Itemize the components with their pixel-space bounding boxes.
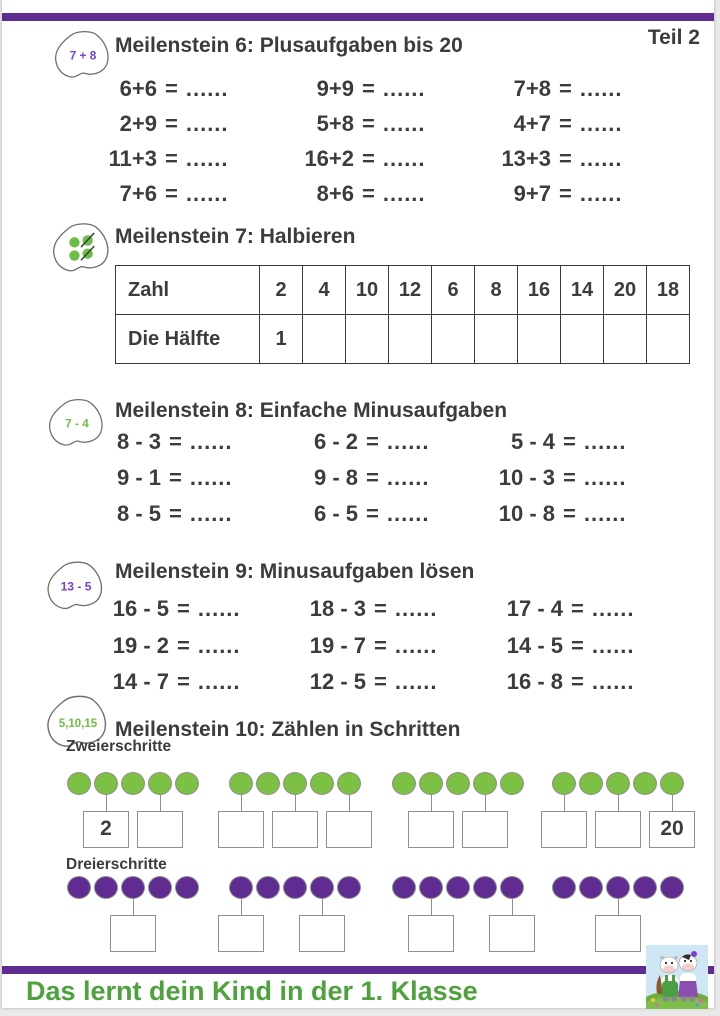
table-row-zahl [116, 266, 690, 315]
answer-blank: ...... [386, 501, 430, 526]
counting-dot [606, 876, 630, 899]
plus-problems-grid [87, 71, 678, 211]
table-cell: 18 [647, 266, 690, 315]
answer-box [595, 915, 641, 952]
answer-blank: ...... [394, 596, 438, 622]
table-cell: 16 [518, 266, 561, 315]
equals-sign: = [571, 632, 584, 658]
connector-line [512, 898, 513, 915]
connector-line [431, 898, 432, 915]
problem-expression: 18 - 3 [309, 596, 366, 622]
answer-blank: ...... [382, 180, 426, 206]
counting-dot [392, 772, 416, 795]
math-problem [284, 628, 481, 665]
answer-blank: ...... [382, 110, 426, 136]
answer-blank: ...... [189, 465, 233, 490]
counting-dot [552, 772, 576, 795]
math-problem [87, 496, 284, 532]
equals-sign: = [366, 501, 379, 526]
math-problem [87, 628, 284, 665]
counting-dot [660, 772, 684, 795]
counting-dot [552, 876, 576, 899]
answer-blank: ...... [579, 75, 623, 101]
equals-sign: = [559, 75, 572, 101]
problem-expression: 14 - 5 [506, 632, 563, 658]
counting-dot [67, 772, 91, 795]
problem-expression: 6+6 [119, 75, 157, 101]
equals-sign: = [165, 75, 178, 101]
counting-dot [392, 876, 416, 899]
equals-sign: = [362, 75, 375, 101]
counting-dot [337, 772, 361, 795]
problem-expression: 12 - 5 [309, 669, 366, 695]
problem-expression: 7+6 [119, 180, 157, 206]
math-problem [284, 664, 481, 701]
halbieren-table [115, 265, 690, 364]
connector-line [133, 898, 134, 915]
equals-sign: = [559, 110, 572, 136]
answer-box [408, 915, 454, 952]
math-problem [87, 71, 284, 106]
math-problem [481, 664, 678, 701]
equals-sign: = [177, 632, 190, 658]
milestone-7-heading: Meilenstein 7: Halbieren [115, 225, 356, 248]
connector-line [485, 794, 486, 811]
counting-dot [500, 772, 524, 795]
minus-problems-grid-2 [87, 591, 678, 701]
problem-expression: 19 - 2 [112, 632, 169, 658]
answer-box [137, 811, 183, 848]
counting-dot [660, 876, 684, 899]
counting-dot [446, 876, 470, 899]
counting-dot [67, 876, 91, 899]
equals-sign: = [374, 669, 387, 695]
answer-blank: ...... [197, 596, 241, 622]
counting-dot [283, 772, 307, 795]
table-cell: 4 [303, 266, 346, 315]
table-cell [475, 315, 518, 364]
equals-sign: = [165, 180, 178, 206]
counting-dot [310, 876, 334, 899]
table-cell [346, 315, 389, 364]
answer-box: 2 [83, 811, 129, 848]
connector-line [295, 794, 296, 811]
connector-line [672, 794, 673, 811]
connector-line [618, 794, 619, 811]
table-cell: 10 [346, 266, 389, 315]
counting-dot [473, 772, 497, 795]
equals-sign: = [169, 501, 182, 526]
table-cell: 20 [604, 266, 647, 315]
equals-sign: = [362, 180, 375, 206]
math-problem [481, 141, 678, 176]
equals-sign: = [374, 632, 387, 658]
cows-illustration [646, 945, 708, 1009]
counting-dot [633, 876, 657, 899]
equals-sign: = [362, 110, 375, 136]
answer-blank: ...... [591, 632, 635, 658]
problem-expression: 7+8 [513, 75, 551, 101]
equals-sign: = [559, 145, 572, 171]
milestone-8-heading: Meilenstein 8: Einfache Minusaufgaben [115, 399, 508, 422]
milestone-8-icon-label: 7 - 4 [65, 416, 89, 431]
answer-box [408, 811, 454, 848]
counting-dot [229, 772, 253, 795]
row-label: Zahl [116, 266, 260, 315]
counting-dot [446, 772, 470, 795]
answer-blank: ...... [579, 145, 623, 171]
counting-strip-threes [2, 876, 714, 954]
math-problem [284, 71, 481, 106]
connector-line [322, 898, 323, 915]
answer-blank: ...... [197, 669, 241, 695]
problem-expression: 8 - 5 [116, 501, 161, 526]
answer-blank: ...... [382, 75, 426, 101]
counting-dot [121, 876, 145, 899]
math-problem [481, 496, 678, 532]
connector-line [160, 794, 161, 811]
counting-dot [310, 772, 334, 795]
counting-strip-twos [2, 772, 714, 850]
equals-sign: = [563, 501, 576, 526]
math-problem [481, 591, 678, 628]
math-problem [284, 106, 481, 141]
table-cell [518, 315, 561, 364]
math-problem [481, 106, 678, 141]
counting-dot [579, 876, 603, 899]
counting-dot [283, 876, 307, 899]
answer-box [489, 915, 535, 952]
table-cell: 12 [389, 266, 432, 315]
math-problem [284, 141, 481, 176]
table-cell: 8 [475, 266, 518, 315]
counting-dot [121, 772, 145, 795]
answer-blank: ...... [185, 75, 229, 101]
answer-blank: ...... [189, 501, 233, 526]
answer-blank: ...... [197, 632, 241, 658]
answer-box [541, 811, 587, 848]
answer-blank: ...... [386, 465, 430, 490]
problem-expression: 9 - 8 [313, 465, 358, 490]
table-cell: 14 [561, 266, 604, 315]
counting-dot [175, 772, 199, 795]
counting-dot [633, 772, 657, 795]
problem-expression: 9+9 [316, 75, 354, 101]
problem-expression: 8+6 [316, 180, 354, 206]
problem-expression: 9+7 [513, 180, 551, 206]
answer-box [110, 915, 156, 952]
math-problem [87, 176, 284, 211]
problem-expression: 5+8 [316, 110, 354, 136]
table-cell [561, 315, 604, 364]
problem-expression: 10 - 8 [498, 501, 555, 526]
connector-line [241, 794, 242, 811]
equals-sign: = [366, 465, 379, 490]
problem-expression: 5 - 4 [510, 429, 555, 454]
connector-line [618, 898, 619, 915]
table-cell: 1 [260, 315, 303, 364]
answer-blank: ...... [591, 596, 635, 622]
table-cell [432, 315, 475, 364]
problem-expression: 17 - 4 [506, 596, 563, 622]
milestone-7-icon [50, 220, 114, 276]
counting-dot [579, 772, 603, 795]
equals-sign: = [177, 669, 190, 695]
table-cell: 2 [260, 266, 303, 315]
math-problem [87, 664, 284, 701]
counting-dot [419, 772, 443, 795]
answer-blank: ...... [394, 669, 438, 695]
problem-expression: 16 - 5 [112, 596, 169, 622]
counting-dot [94, 876, 118, 899]
counting-dot [473, 876, 497, 899]
math-problem [284, 496, 481, 532]
problem-expression: 4+7 [513, 110, 551, 136]
counting-dot [419, 876, 443, 899]
answer-box: 20 [649, 811, 695, 848]
problem-expression: 19 - 7 [309, 632, 366, 658]
answer-box [218, 811, 264, 848]
connector-line [564, 794, 565, 811]
math-problem [481, 460, 678, 496]
answer-blank: ...... [386, 429, 430, 454]
answer-blank: ...... [583, 501, 627, 526]
milestone-9-heading: Meilenstein 9: Minusaufgaben lösen [115, 560, 475, 583]
table-row-haelfte [116, 315, 690, 364]
connector-line [431, 794, 432, 811]
equals-sign: = [169, 429, 182, 454]
milestone-6-heading: Meilenstein 6: Plusaufgaben bis 20 [115, 34, 463, 57]
math-problem [87, 141, 284, 176]
equals-sign: = [177, 596, 190, 622]
answer-blank: ...... [591, 669, 635, 695]
connector-line [106, 794, 107, 811]
table-cell [389, 315, 432, 364]
math-problem [87, 424, 284, 460]
counting-dot [148, 876, 172, 899]
math-problem [87, 460, 284, 496]
math-problem [87, 591, 284, 628]
answer-blank: ...... [579, 180, 623, 206]
worksheet-page [2, 0, 714, 1008]
answer-blank: ...... [579, 110, 623, 136]
problem-expression: 13+3 [501, 145, 551, 171]
math-problem [87, 106, 284, 141]
connector-line [349, 794, 350, 811]
equals-sign: = [374, 596, 387, 622]
equals-sign: = [571, 669, 584, 695]
equals-sign: = [362, 145, 375, 171]
counting-dot [175, 876, 199, 899]
equals-sign: = [165, 110, 178, 136]
counting-dot [500, 876, 524, 899]
table-cell [647, 315, 690, 364]
problem-expression: 16+2 [304, 145, 354, 171]
problem-expression: 2+9 [119, 110, 157, 136]
answer-blank: ...... [583, 429, 627, 454]
table-cell [604, 315, 647, 364]
bottom-purple-band [2, 966, 714, 974]
equals-sign: = [165, 145, 178, 171]
equals-sign: = [563, 429, 576, 454]
equals-sign: = [169, 465, 182, 490]
problem-expression: 6 - 2 [313, 429, 358, 454]
answer-blank: ...... [382, 145, 426, 171]
math-problem [284, 176, 481, 211]
answer-box [299, 915, 345, 952]
table-cell: 6 [432, 266, 475, 315]
math-problem [481, 176, 678, 211]
counting-dot [256, 772, 280, 795]
connector-line [241, 898, 242, 915]
counting-dot [606, 772, 630, 795]
math-problem [284, 424, 481, 460]
answer-box [326, 811, 372, 848]
equals-sign: = [559, 180, 572, 206]
problem-expression: 11+3 [108, 145, 157, 171]
problem-expression: 16 - 8 [506, 669, 563, 695]
counting-dot [256, 876, 280, 899]
minus-problems-grid [87, 424, 678, 532]
counting-dot [337, 876, 361, 899]
equals-sign: = [366, 429, 379, 454]
answer-box [462, 811, 508, 848]
problem-expression: 6 - 5 [313, 501, 358, 526]
answer-blank: ...... [583, 465, 627, 490]
dreierschritte-label: Dreierschritte [66, 856, 167, 873]
math-problem [284, 460, 481, 496]
answer-blank: ...... [394, 632, 438, 658]
counting-dot [229, 876, 253, 899]
problem-expression: 14 - 7 [112, 669, 169, 695]
row-label: Die Hälfte [116, 315, 260, 364]
answer-box [218, 915, 264, 952]
math-problem [481, 628, 678, 665]
part-label: Teil 2 [647, 26, 700, 49]
counting-dot [94, 772, 118, 795]
footer-title: Das lernt dein Kind in der 1. Klasse [26, 976, 478, 1006]
counting-dot [148, 772, 172, 795]
problem-expression: 10 - 3 [498, 465, 555, 490]
milestone-6-icon-label: 7 + 8 [69, 48, 97, 63]
top-purple-band [2, 13, 714, 21]
table-cell [303, 315, 346, 364]
answer-blank: ...... [185, 110, 229, 136]
problem-expression: 9 - 1 [116, 465, 161, 490]
answer-blank: ...... [189, 429, 233, 454]
equals-sign: = [563, 465, 576, 490]
answer-blank: ...... [185, 180, 229, 206]
math-problem [284, 591, 481, 628]
milestone-10-heading: Meilenstein 10: Zählen in Schritten [115, 718, 461, 741]
answer-box [595, 811, 641, 848]
problem-expression: 8 - 3 [116, 429, 161, 454]
milestone-10-icon-label: 5,10,15 [58, 718, 98, 730]
answer-blank: ...... [185, 145, 229, 171]
answer-box [272, 811, 318, 848]
zweierschritte-label: Zweierschritte [66, 738, 172, 755]
math-problem [481, 71, 678, 106]
equals-sign: = [571, 596, 584, 622]
milestone-9-icon-label: 13 - 5 [60, 579, 92, 594]
math-problem [481, 424, 678, 460]
